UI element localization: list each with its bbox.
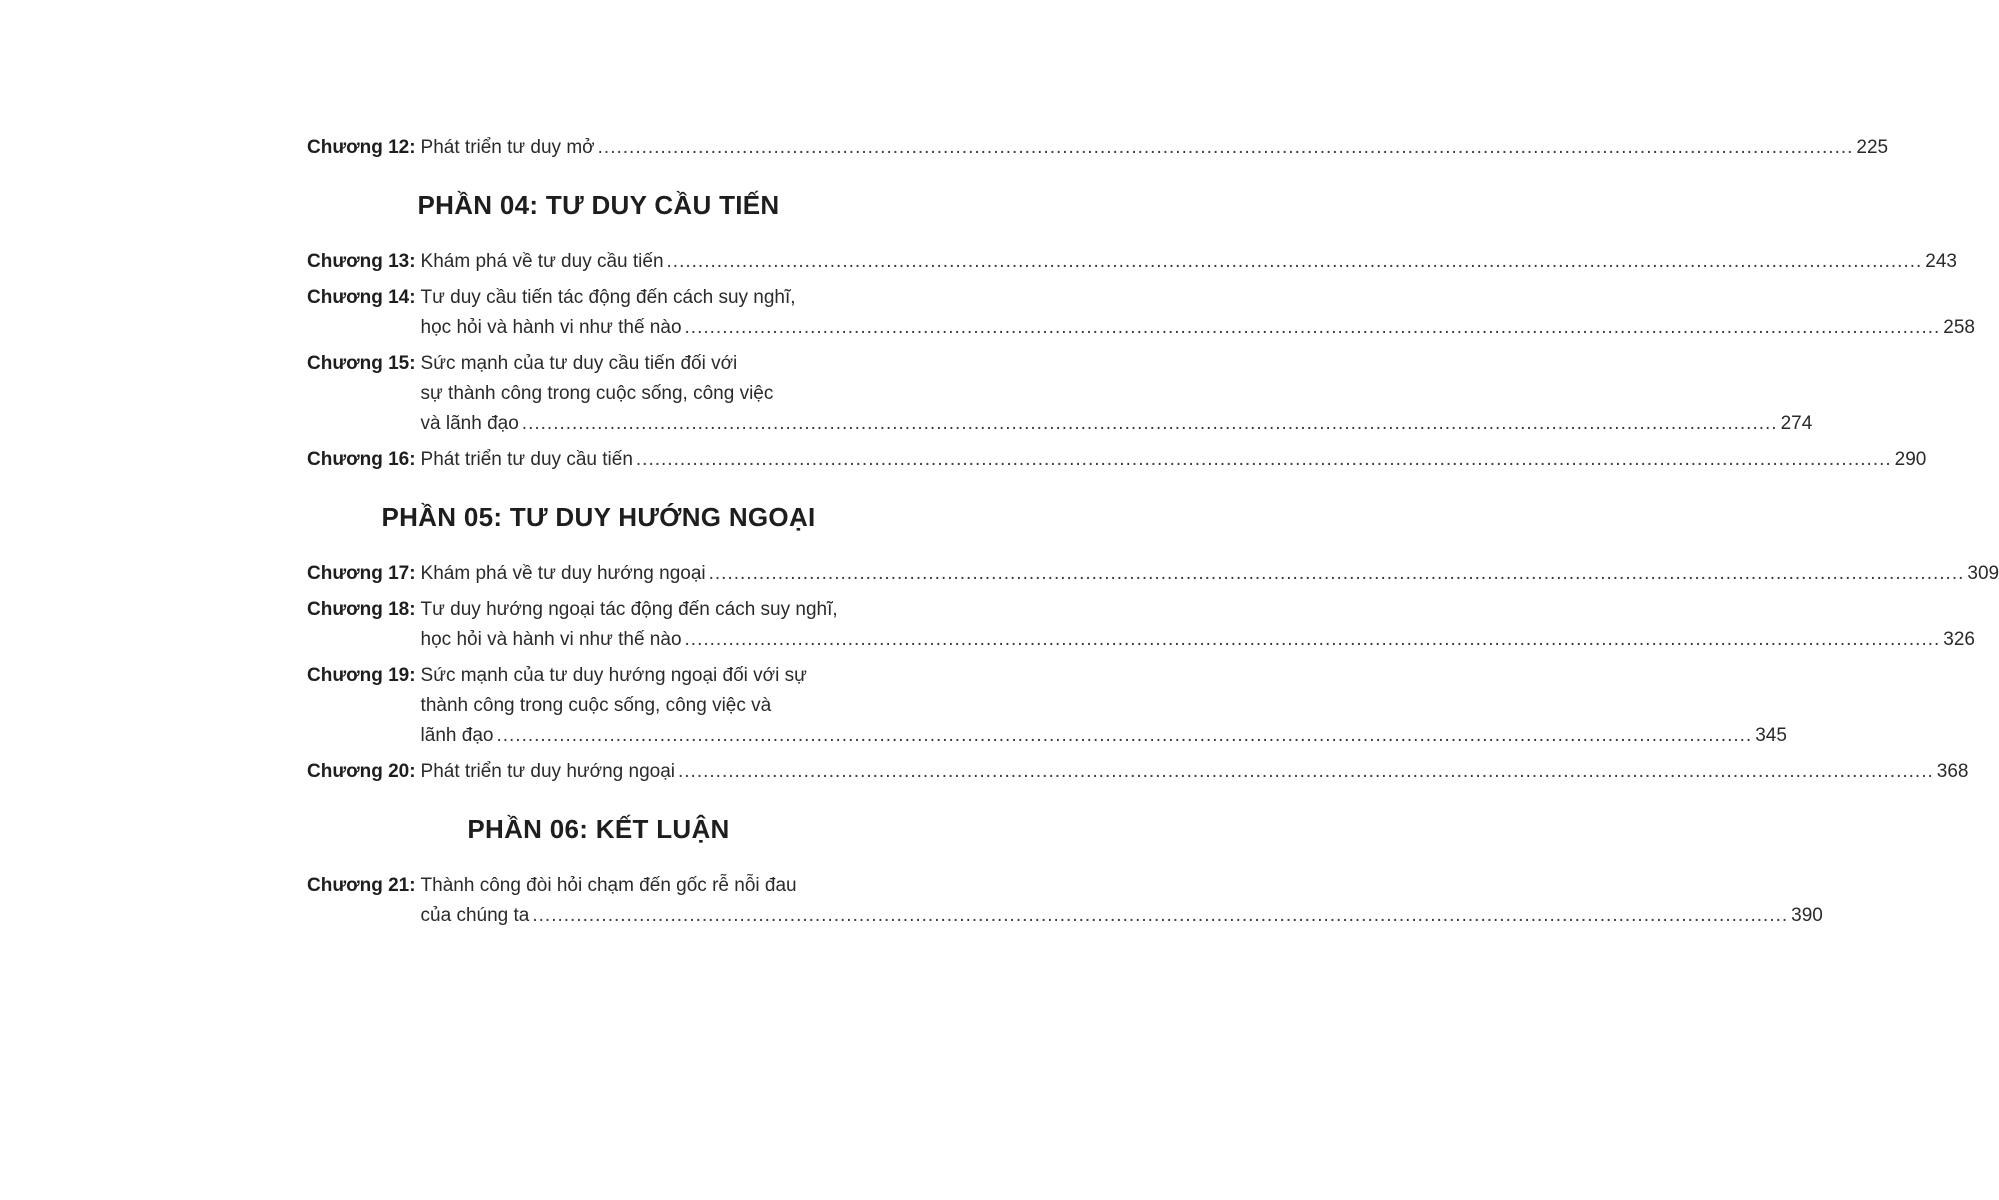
chapter-title-line: và lãnh đạo [420,413,519,434]
chapter-label: Chương 17: [307,563,416,584]
page-number: 368 [1936,761,1969,782]
toc-entry[interactable] [307,661,1787,751]
dot-leader: ........................................................................................................................................................................................................ [532,905,1789,926]
chapter-title-line: Sức mạnh của tư duy hướng ngoại đối với sự [420,665,807,686]
dot-leader: ........................................................................................................................................................................................................ [635,449,1892,470]
chapter-label: Chương 15: [307,353,416,374]
dot-leader: ........................................................................................................................................................................................................ [678,761,1934,782]
dot-leader: ........................................................................................................................................................................................................ [708,563,1965,584]
page-number: 243 [1925,251,1957,272]
section-heading: PHẦN 06: KẾT LUẬN [467,814,730,844]
chapter-title-line: Phát triển tư duy cầu tiến [420,449,633,470]
chapter-label: Chương 12: [307,137,416,158]
page-number: 390 [1791,905,1823,926]
chapter-title-line: Khám phá về tư duy cầu tiến [420,251,664,272]
toc-entry[interactable] [307,247,1957,277]
chapter-title-line: lãnh đạo [420,725,494,746]
dot-leader: ........................................................................................................................................................................................................ [684,629,1941,650]
dot-leader: ........................................................................................................................................................................................................ [666,251,1923,272]
toc-entry[interactable] [307,283,1975,343]
toc-entry[interactable] [307,595,1975,655]
chapter-label: Chương 21: [307,875,416,896]
section-heading: PHẦN 04: TƯ DUY CẦU TIẾN [417,190,780,220]
chapter-title-line: sự thành công trong cuộc sống, công việc [420,383,774,404]
dot-leader: ........................................................................................................................................................................................................ [597,137,1854,158]
toc-entry[interactable] [307,445,1927,475]
chapter-title-line: Khám phá về tư duy hướng ngoại [420,563,706,584]
toc-entry[interactable] [307,559,1999,589]
chapter-title-line: học hỏi và hành vi như thế nào [420,629,682,650]
page-number: 258 [1943,317,1975,338]
page-number: 290 [1894,449,1927,470]
chapter-label: Chương 18: [307,599,416,620]
toc-entry[interactable] [307,133,1889,163]
chapter-title-line: Phát triển tư duy hướng ngoại [420,761,675,782]
chapter-label: Chương 16: [307,449,416,470]
chapter-title-line: Tư duy hướng ngoại tác động đến cách suy nghĩ, [420,599,838,620]
chapter-label: Chương 19: [307,665,416,686]
toc-entry[interactable] [307,871,1823,931]
dot-leader: ........................................................................................................................................................................................................ [496,725,1753,746]
chapter-title-line: Tư duy cầu tiến tác động đến cách suy nghĩ, [420,287,796,308]
table-of-contents [307,133,1999,937]
chapter-title-line: học hỏi và hành vi như thế nào [420,317,682,338]
page-number: 225 [1856,137,1889,158]
chapter-title-line: của chúng ta [420,905,530,926]
chapter-title-line: Sức mạnh của tư duy cầu tiến đối với [420,353,738,374]
section-heading: PHẦN 05: TƯ DUY HƯỚNG NGOẠI [381,502,816,532]
chapter-title-line: Phát triển tư duy mở [420,137,595,158]
dot-leader: ........................................................................................................................................................................................................ [521,413,1778,434]
dot-leader: ........................................................................................................................................................................................................ [684,317,1941,338]
chapter-label: Chương 14: [307,287,416,308]
toc-entry[interactable] [307,757,1969,787]
chapter-label: Chương 20: [307,761,416,782]
page-number: 345 [1755,725,1787,746]
chapter-title-line: thành công trong cuộc sống, công việc và [420,695,772,716]
chapter-title-line: Thành công đòi hỏi chạm đến gốc rễ nỗi đau [420,875,797,896]
page-number: 274 [1780,413,1813,434]
chapter-label: Chương 13: [307,251,416,272]
toc-entry[interactable] [307,349,1813,439]
page-number: 309 [1967,563,1999,584]
page-number: 326 [1943,629,1975,650]
